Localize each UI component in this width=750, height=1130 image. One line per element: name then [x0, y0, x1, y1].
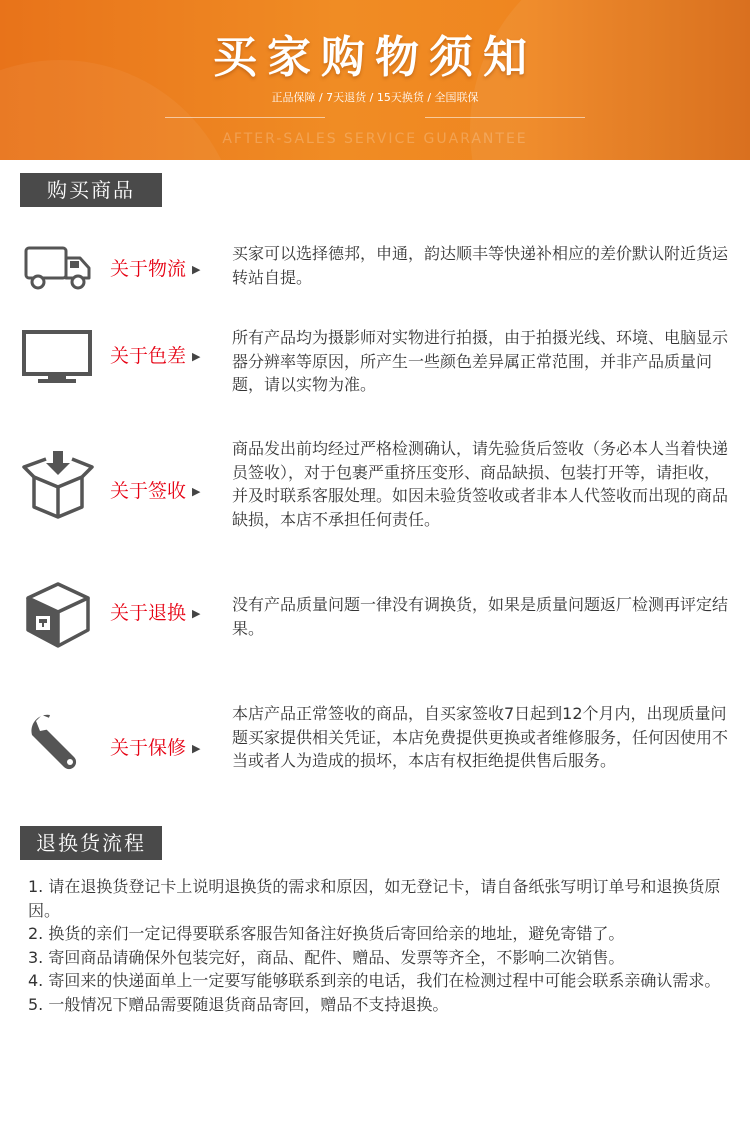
section-title-purchase: 购买商品 — [20, 173, 162, 207]
page-title: 买家购物须知 — [213, 32, 537, 83]
item-label-signing — [110, 478, 230, 505]
item-text-logistics: 买家可以选择德邦，申通，韵达顺丰等快递补相应的差价默认附近货运转站自提。 — [232, 244, 729, 287]
banner-subtitle-en: AFTER-SALES SERVICE GUARANTEE — [222, 131, 528, 147]
item-text-color: 所有产品均为摄影师对实物进行拍摄，由于拍摄光线、环境、电脑显示器分辨率等原因，所产生一些颜色差异属正常范围，并非产品质量问题，请以实物为准。 — [232, 328, 729, 394]
package-icon — [20, 578, 96, 654]
monitor-icon — [20, 318, 96, 394]
item-label-text: 关于物流 — [110, 258, 187, 280]
item-label-returns — [110, 600, 230, 627]
item-label-text: 关于签收 — [110, 480, 187, 502]
triangle-right-icon: ▶ — [192, 263, 201, 276]
item-text-signing: 商品发出前均经过严格检测确认，请先验货后签收（务必本人当着快递员签收），对于包裹严重挤压变形、商品缺损、包装打开等，请拒收，并及时联系客服处理。如因未验货签收或者非本人代签收而出现的商品缺损，本店不承担任何责任。 — [232, 439, 729, 529]
wrench-icon — [20, 707, 96, 783]
list-item: 3. 寄回商品请确保外包装完好，商品、配件、赠品、发票等齐全，不影响二次销售。 — [28, 947, 625, 967]
item-label-text: 关于色差 — [110, 345, 187, 367]
list-item: 1. 请在退换货登记卡上说明退换货的需求和原因，如无登记卡，请自备纸张写明订单号和退换货原因。 — [28, 877, 721, 920]
list-item: 4. 寄回来的快递面单上一定要写能够联系到亲的电话，我们在检测过程中可能会联系亲确认需求。 — [28, 971, 721, 990]
list-item: 2. 换货的亲们一定记得要联系客服告知备注好换货后寄回给亲的地址，避免寄错了。 — [28, 924, 625, 943]
section-title-return-process: 退换货流程 — [20, 826, 162, 860]
item-label-text: 关于保修 — [110, 737, 187, 759]
open-box-icon — [20, 447, 96, 523]
return-steps-list — [28, 875, 728, 1016]
divider-right — [425, 117, 585, 118]
header-banner — [0, 0, 750, 160]
item-label-color — [110, 343, 230, 370]
divider-left — [165, 117, 325, 118]
guarantee-tags: 正品保障 / 7天退货 / 15天换货 / 全国联保 — [271, 91, 479, 104]
info-item-warranty — [0, 702, 750, 802]
item-label-text: 关于退换 — [110, 602, 187, 624]
list-item: 5. 一般情况下赠品需要随退货商品寄回，赠品不支持退换。 — [28, 994, 449, 1014]
info-item-logistics — [0, 228, 750, 308]
info-item-signing — [0, 437, 750, 557]
item-label-warranty — [110, 735, 230, 762]
triangle-right-icon: ▶ — [192, 742, 201, 755]
truck-icon — [20, 228, 96, 304]
info-item-color — [0, 318, 750, 408]
triangle-right-icon: ▶ — [192, 350, 201, 363]
info-item-returns — [0, 578, 750, 658]
item-label-logistics — [110, 256, 230, 283]
triangle-right-icon: ▶ — [192, 607, 201, 620]
item-text-warranty: 本店产品正常签收的商品，自买家签收7日起到12个月内，出现质量问题买家提供相关凭证，本店免费提供更换或者维修服务，任何因使用不当或者人为造成的损坏，本店有权拒绝提供售后服务。 — [232, 704, 729, 770]
item-text-returns: 没有产品质量问题一律没有调换货，如果是质量问题返厂检测再评定结果。 — [232, 595, 729, 638]
triangle-right-icon: ▶ — [192, 485, 201, 498]
